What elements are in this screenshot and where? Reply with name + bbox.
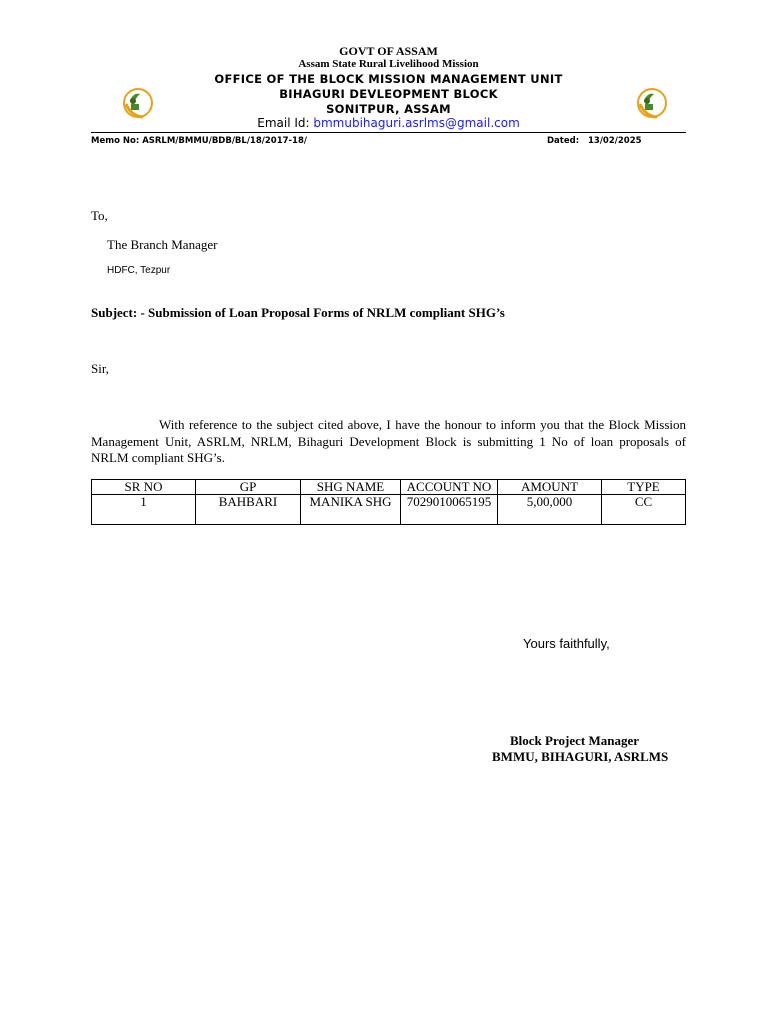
- table-header-row: [92, 480, 686, 495]
- to-line: To,: [91, 208, 108, 223]
- recipient: The Branch Manager: [107, 237, 218, 252]
- signatory-designation: Block Project Manager: [510, 733, 639, 748]
- memo-number: Memo No: ASRLM/BMMU/BDB/BL/18/2017-18/: [91, 136, 307, 146]
- subject-line: Subject: - Submission of Loan Proposal Forms of NRLM compliant SHG’s: [91, 305, 505, 320]
- signatory-office: BMMU, BIHAGURI, ASRLMS: [492, 749, 669, 764]
- email-link[interactable]: bmmubihaguri.asrlms@gmail.com: [313, 116, 520, 130]
- header-email-line: [91, 116, 686, 130]
- cell-shg-name: MANIKA SHG: [301, 495, 401, 525]
- col-header-amount: AMOUNT: [498, 480, 602, 495]
- email-label: Email Id:: [257, 116, 314, 130]
- body-text: With reference to the subject cited above, I have the honour to inform you that the Block Mission Management Unit, ASRLM, NRLM, Bihaguri Development Block is submitting 1 No of loan proposals of NRLM compliant SHG’s.: [91, 417, 686, 465]
- table-row: [92, 495, 686, 525]
- col-header-shg-name: SHG NAME: [301, 480, 401, 495]
- closing-yours: Yours faithfully,: [523, 636, 610, 651]
- date-value: 13/02/2025: [588, 136, 642, 146]
- asrlm-logo-icon: [635, 86, 669, 126]
- col-header-account-no: ACCOUNT NO: [401, 480, 498, 495]
- header-office: OFFICE OF THE BLOCK MISSION MANAGEMENT UNIT: [214, 72, 563, 86]
- header-mission: Assam State Rural Livelihood Mission: [298, 58, 479, 70]
- body-paragraph: [91, 417, 686, 467]
- header-govt: GOVT OF ASSAM: [339, 44, 438, 58]
- col-header-sr-no: SR NO: [92, 480, 196, 495]
- cell-amount: 5,00,000: [498, 495, 602, 525]
- cell-account-no: 7029010065195: [401, 495, 498, 525]
- header-divider: [91, 132, 686, 133]
- dated-label: Dated:: [547, 136, 580, 146]
- asrlm-logo-icon: [121, 86, 155, 126]
- cell-sr-no: 1: [92, 495, 196, 525]
- cell-type: CC: [602, 495, 686, 525]
- memo-date: [547, 136, 642, 146]
- bank-branch: HDFC, Tezpur: [107, 265, 171, 276]
- header-location: SONITPUR, ASSAM: [326, 102, 451, 116]
- col-header-gp: GP: [196, 480, 301, 495]
- asrlm-logo-right: [635, 86, 669, 126]
- col-header-type: TYPE: [602, 480, 686, 495]
- cell-gp: BAHBARI: [196, 495, 301, 525]
- loan-proposal-table: [91, 479, 686, 525]
- salutation: Sir,: [91, 361, 109, 376]
- header-block: BIHAGURI DEVLEOPMENT BLOCK: [279, 87, 498, 101]
- asrlm-logo-left: [121, 86, 155, 126]
